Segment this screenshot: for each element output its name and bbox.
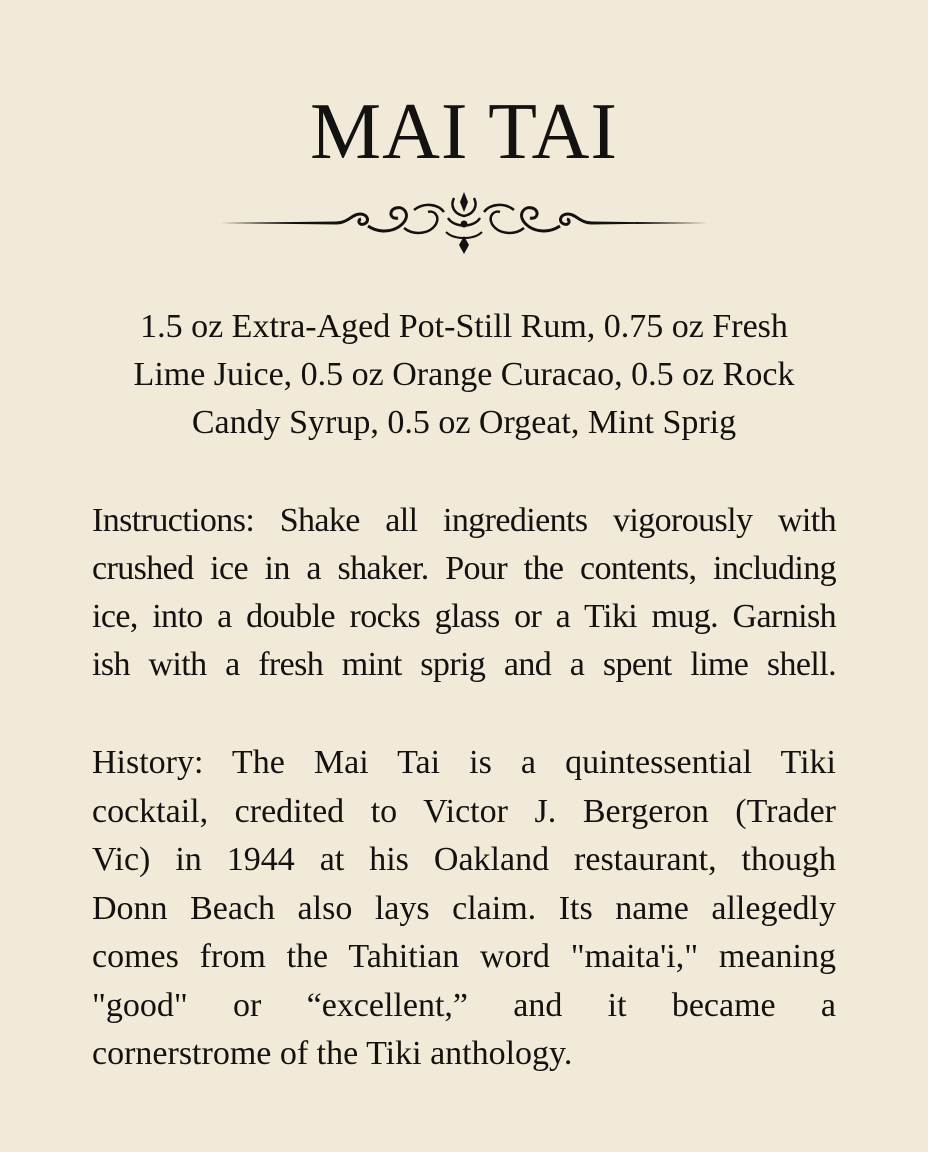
instructions-text (92, 497, 836, 689)
scroll-divider-ornament-icon (218, 188, 710, 260)
ingredients-line: Lime Juice, 0.5 oz Orange Curacao, 0.5 oz Rock (133, 356, 795, 393)
ingredients-line: 1.5 oz Extra-Aged Pot-Still Rum, 0.75 oz Fresh (140, 308, 788, 345)
ingredients-text (80, 303, 848, 447)
history-line: History: The Mai Tai is a quintessential Tiki (92, 744, 836, 781)
history-line: Vic) in 1944 at his Oakland restaurant, though (92, 841, 836, 878)
history-text (92, 739, 836, 1079)
history-line: "good" or “excellent,” and it became a (92, 986, 836, 1024)
instructions-line: crushed ice in a shaker. Pour the contents, including (92, 550, 836, 587)
history-line: comes from the Tahitian word "maita'i," meaning (92, 938, 836, 975)
history-line: Donn Beach also lays claim. Its name allegedly (92, 889, 836, 927)
instructions-line: ish with a fresh mint sprig and a spent lime shell. (92, 646, 836, 683)
ingredients-line: Candy Syrup, 0.5 oz Orgeat, Mint Sprig (191, 404, 737, 441)
history-line: cornerstrome of the Tiki anthology. (92, 1035, 573, 1072)
instructions-line: Instructions: Shake all ingredients vigorously with (92, 502, 836, 539)
recipe-title: MAI TAI (310, 88, 618, 176)
history-line: cocktail, credited to Victor J. Bergeron (Trader (92, 792, 836, 830)
instructions-line: ice, into a double rocks glass or a Tiki mug. Garnish (92, 598, 836, 635)
